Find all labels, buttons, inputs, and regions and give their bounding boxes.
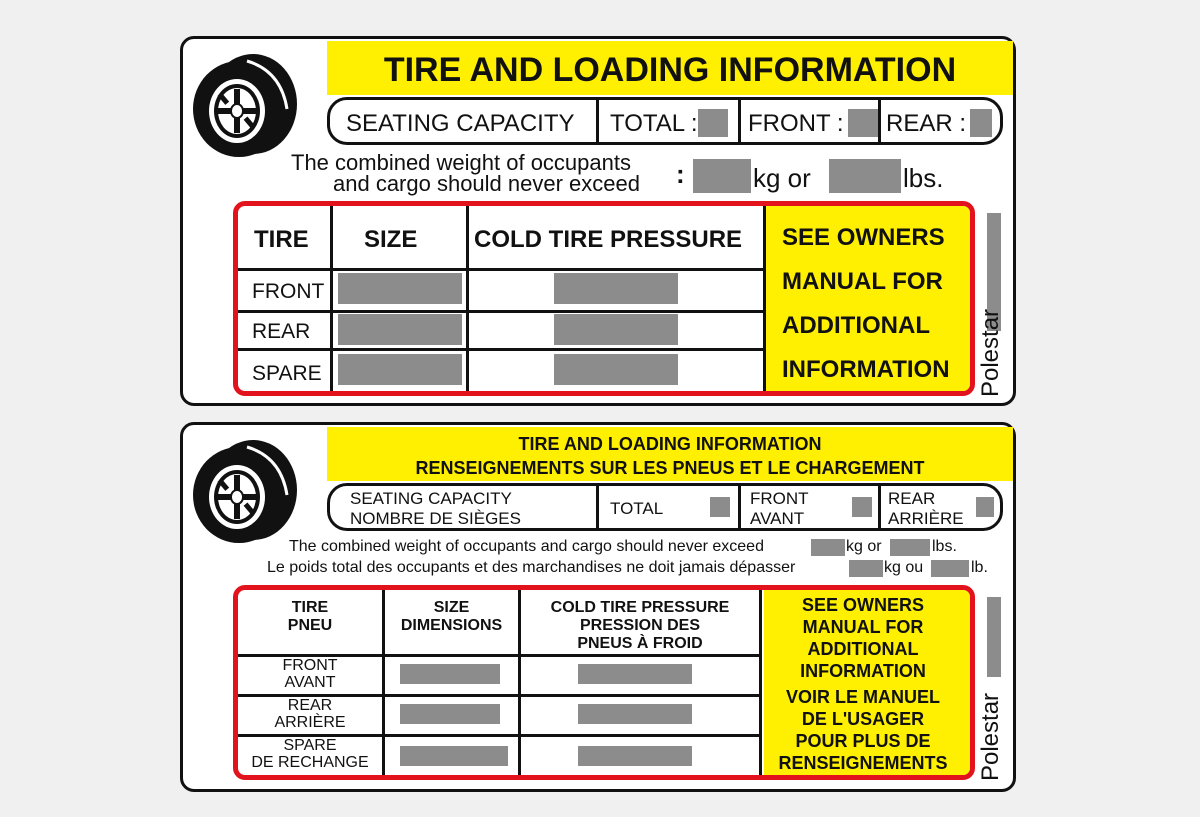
- notice-line: ADDITIONAL: [782, 312, 930, 339]
- tire-icon: [191, 435, 301, 545]
- lb-label: lb.: [971, 559, 988, 576]
- kg-value-redacted: [693, 159, 751, 193]
- seating-capacity-label: SEATING CAPACITY: [346, 110, 575, 137]
- pressure-front-redacted: [578, 664, 692, 684]
- front-value-redacted: [848, 109, 878, 137]
- lbs-label: lbs.: [903, 163, 944, 193]
- pressure-spare-redacted: [578, 746, 692, 766]
- owners-manual-notice: [766, 206, 975, 396]
- front-label: FRONT :: [748, 110, 844, 137]
- rear-label-en: REAR: [888, 489, 936, 508]
- seating-capacity-box: [327, 97, 1003, 145]
- header-pressure-en: COLD TIRE PRESSURE: [550, 599, 730, 616]
- kg-value-fr-redacted: [849, 560, 883, 577]
- rear-label: REAR :: [886, 110, 967, 137]
- front-label-fr: AVANT: [750, 509, 805, 528]
- seating-capacity-box: [327, 483, 1003, 531]
- row-label-spare-fr: DE RECHANGE: [251, 754, 369, 771]
- combined-weight-colon: :: [676, 159, 685, 189]
- owners-manual-notice: [764, 590, 975, 780]
- brand-polestar: Polestar: [977, 308, 1004, 397]
- seating-capacity-label-en: SEATING CAPACITY: [350, 489, 512, 508]
- size-front-redacted: [338, 273, 462, 304]
- rear-label-fr: ARRIÈRE: [888, 509, 964, 528]
- row-label-front-en: FRONT: [282, 657, 338, 674]
- rear-value-redacted: [976, 497, 994, 517]
- combined-weight-en: The combined weight of occupants and cargo should never exceed: [289, 538, 764, 555]
- row-label-rear-fr: ARRIÈRE: [274, 714, 346, 731]
- tire-icon: [191, 49, 301, 159]
- notice-line: POUR PLUS DE: [795, 731, 931, 751]
- title-banner: [327, 41, 1013, 95]
- kg-value-en-redacted: [811, 539, 845, 556]
- row-label-spare: SPARE: [252, 362, 322, 385]
- header-size: SIZE: [364, 226, 418, 253]
- title-banner: [327, 427, 1013, 481]
- notice-line: SEE OWNERS: [801, 595, 925, 615]
- notice-line: INFORMATION: [782, 356, 950, 383]
- notice-line: RENSEIGNEMENTS: [778, 753, 948, 773]
- rear-value-redacted: [970, 109, 992, 137]
- lbs-label: lbs.: [932, 538, 957, 555]
- lbs-value-redacted: [829, 159, 901, 193]
- size-spare-redacted: [338, 354, 462, 385]
- total-value-redacted: [710, 497, 730, 517]
- tire-label-top: [180, 36, 1016, 406]
- pressure-rear-redacted: [554, 314, 678, 345]
- combined-weight-line1: The combined weight of occupants: [291, 150, 631, 175]
- kg-or-label: kg or: [846, 538, 882, 555]
- seating-capacity-label-fr: NOMBRE DE SIÈGES: [350, 509, 521, 528]
- row-label-rear-en: REAR: [287, 697, 333, 714]
- kg-ou-label: kg ou: [884, 559, 924, 576]
- total-value-redacted: [698, 109, 728, 137]
- kg-or-label: kg or: [753, 163, 811, 193]
- header-tire-en: TIRE: [291, 599, 329, 616]
- label-title-en: TIRE AND LOADING INFORMATION: [518, 434, 822, 454]
- header-size-en: SIZE: [433, 599, 470, 616]
- row-label-front: FRONT: [252, 280, 325, 303]
- pressure-rear-redacted: [578, 704, 692, 724]
- brand-polestar: Polestar: [977, 692, 1004, 781]
- size-spare-redacted: [400, 746, 508, 766]
- header-tire-fr: PNEU: [287, 617, 333, 634]
- label-title: TIRE AND LOADING INFORMATION: [383, 51, 957, 89]
- header-pressure-fr1: PRESSION DES: [579, 617, 701, 634]
- side-code-redacted: [987, 597, 1001, 677]
- notice-line: MANUAL FOR: [802, 617, 924, 637]
- total-label: TOTAL: [610, 499, 664, 518]
- notice-line: ADDITIONAL: [807, 639, 919, 659]
- lbs-value-en-redacted: [890, 539, 930, 556]
- combined-weight-fr: Le poids total des occupants et des marchandises ne doit jamais dépasser: [267, 559, 796, 576]
- row-label-spare-en: SPARE: [283, 737, 337, 754]
- notice-line: VOIR LE MANUEL: [785, 687, 940, 707]
- notice-line: MANUAL FOR: [782, 268, 943, 295]
- total-label: TOTAL :: [610, 110, 698, 137]
- pressure-spare-redacted: [554, 354, 678, 385]
- size-rear-redacted: [338, 314, 462, 345]
- header-size-fr: DIMENSIONS: [400, 617, 503, 634]
- notice-line: DE L'USAGER: [801, 709, 925, 729]
- notice-line: SEE OWNERS: [782, 224, 945, 251]
- header-pressure-fr2: PNEUS À FROID: [577, 635, 703, 652]
- tire-pressure-table: [233, 585, 975, 780]
- combined-weight-line2: and cargo should never exceed: [333, 171, 640, 196]
- front-label-en: FRONT: [750, 489, 809, 508]
- row-label-rear: REAR: [252, 320, 311, 343]
- row-label-front-fr: AVANT: [284, 674, 336, 691]
- pressure-front-redacted: [554, 273, 678, 304]
- size-front-redacted: [400, 664, 500, 684]
- tire-pressure-table: [233, 201, 975, 396]
- header-tire: TIRE: [254, 226, 309, 253]
- tire-label-bottom: [180, 422, 1016, 792]
- front-value-redacted: [852, 497, 872, 517]
- label-title-fr: RENSEIGNEMENTS SUR LES PNEUS ET LE CHARGEMENT: [415, 458, 925, 478]
- notice-line: INFORMATION: [800, 661, 926, 681]
- header-cold-tire-pressure: COLD TIRE PRESSURE: [474, 226, 743, 253]
- size-rear-redacted: [400, 704, 500, 724]
- lbs-value-fr-redacted: [931, 560, 969, 577]
